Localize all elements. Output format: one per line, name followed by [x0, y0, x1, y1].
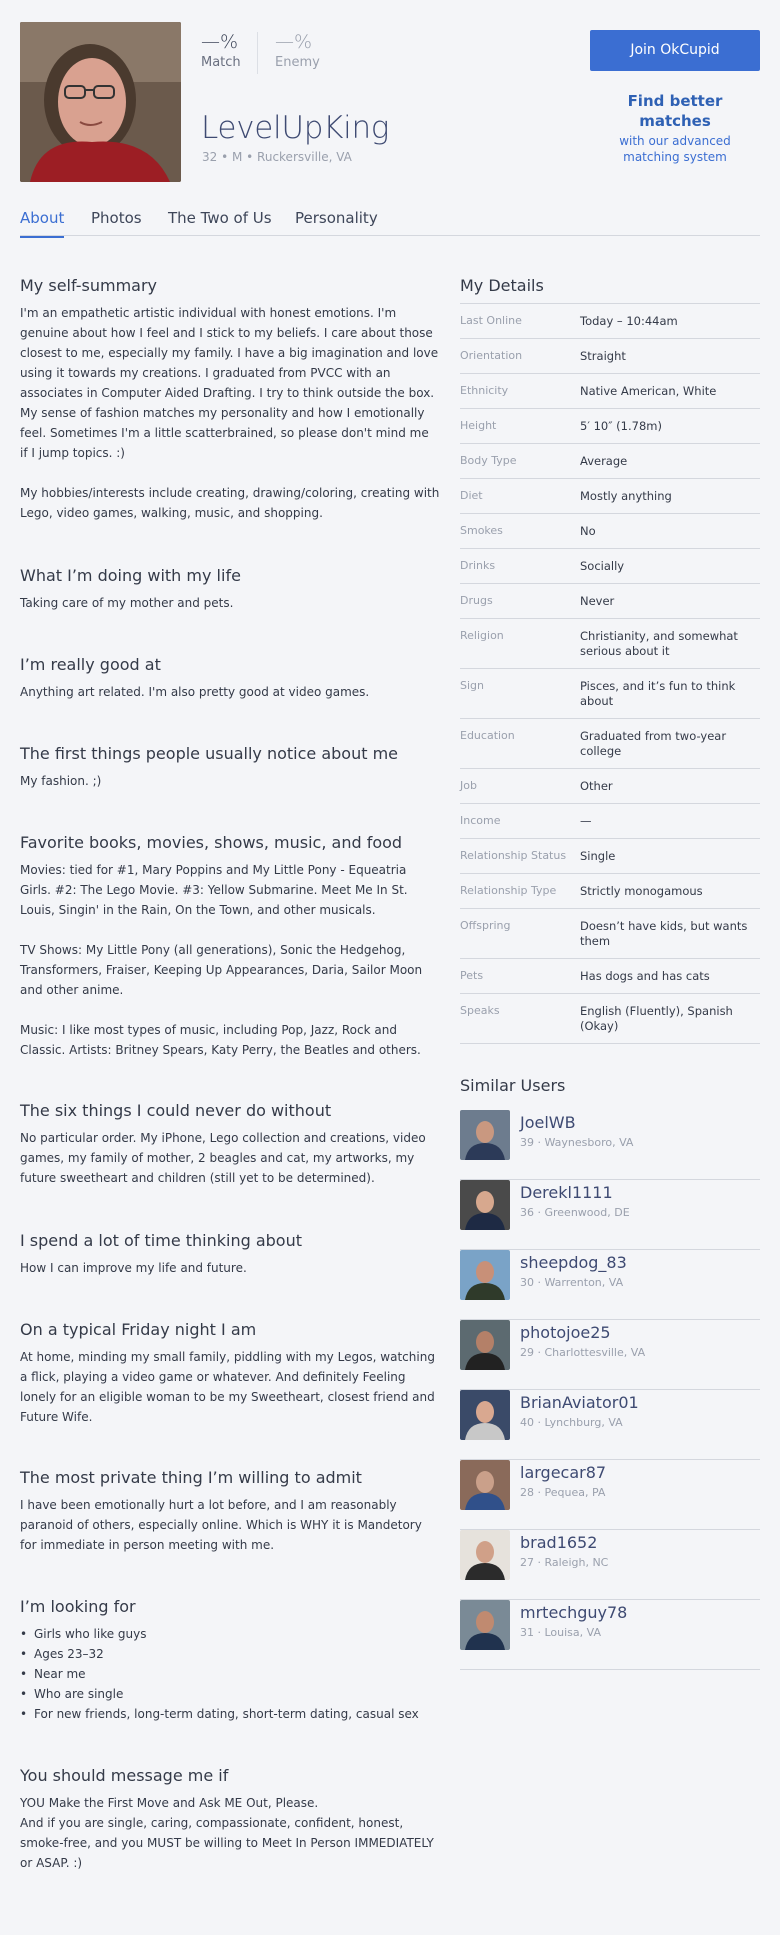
- user-avatar[interactable]: [460, 1460, 510, 1510]
- user-name[interactable]: photojoe25: [520, 1323, 611, 1342]
- similar-users-title: Similar Users: [460, 1076, 566, 1095]
- essay-self-summary: [20, 276, 440, 523]
- similar-user[interactable]: [460, 1180, 760, 1250]
- detail-row: [460, 583, 760, 618]
- detail-value: Today – 10:44am: [580, 314, 678, 328]
- detail-label: Orientation: [460, 349, 523, 362]
- essay-favorites: [20, 833, 440, 1060]
- essay-title: I’m looking for: [20, 1597, 136, 1616]
- essay-first-notice: [20, 744, 440, 791]
- essay-body: Taking care of my mother and pets.: [20, 596, 234, 610]
- enemy-label: Enemy: [275, 55, 320, 70]
- looking-for-list: [20, 1624, 440, 1724]
- essay-body: My fashion. ;): [20, 774, 102, 788]
- list-item: • Who are single: [20, 1684, 440, 1704]
- user-avatar[interactable]: [460, 1110, 510, 1160]
- detail-value: English (Fluently), Spanish (Okay): [580, 1004, 733, 1033]
- list-item: • Near me: [20, 1664, 440, 1684]
- user-avatar[interactable]: [460, 1250, 510, 1300]
- essay-body: No particular order. My iPhone, Lego collection and creations, video games, my family of mother, 2 beagles and cat, my artworks, my future sweetheart and children (still yet to be determined).: [20, 1131, 426, 1185]
- detail-row: [460, 718, 760, 768]
- user-name[interactable]: JoelWB: [520, 1113, 576, 1132]
- detail-value: Pisces, and it’s fun to think about: [580, 679, 736, 708]
- essay-private-thing: [20, 1468, 440, 1555]
- detail-label: Last Online: [460, 314, 522, 327]
- list-item: • Girls who like guys: [20, 1624, 440, 1644]
- detail-label: Relationship Type: [460, 884, 557, 897]
- detail-value: —: [580, 814, 592, 828]
- detail-row: [460, 443, 760, 478]
- user-avatar[interactable]: [460, 1320, 510, 1370]
- user-name[interactable]: BrianAviator01: [520, 1393, 639, 1412]
- detail-row: [460, 908, 760, 958]
- detail-label: Body Type: [460, 454, 517, 467]
- detail-row: [460, 303, 760, 338]
- join-button[interactable]: Join OkCupid: [590, 30, 760, 71]
- match-percent: —%: [201, 31, 239, 53]
- details-title: My Details: [460, 276, 544, 295]
- better-matches-subtitle[interactable]: with our advanced matching system: [619, 134, 731, 164]
- similar-user[interactable]: [460, 1460, 760, 1530]
- user-meta: 31 · Louisa, VA: [520, 1626, 601, 1639]
- tab-two-of-us[interactable]: The Two of Us: [168, 209, 272, 227]
- detail-value: Strictly monogamous: [580, 884, 703, 898]
- detail-label: Income: [460, 814, 501, 827]
- detail-row: [460, 408, 760, 443]
- similar-user[interactable]: [460, 1110, 760, 1180]
- detail-label: Drinks: [460, 559, 496, 572]
- detail-row: [460, 478, 760, 513]
- my-details-panel: [460, 276, 760, 1033]
- detail-row: [460, 958, 760, 993]
- tab-photos[interactable]: Photos: [91, 209, 142, 227]
- details-bottom-divider: [460, 1043, 760, 1044]
- essay-friday-night: [20, 1320, 440, 1427]
- detail-label: Ethnicity: [460, 384, 509, 397]
- user-name[interactable]: sheepdog_83: [520, 1253, 627, 1272]
- essay-message-me-if: [20, 1766, 440, 1873]
- user-meta: 30 · Warrenton, VA: [520, 1276, 624, 1289]
- detail-label: Religion: [460, 629, 504, 642]
- tab-personality[interactable]: Personality: [295, 209, 378, 227]
- profile-tabs: [20, 206, 760, 236]
- essay-title: What I’m doing with my life: [20, 566, 241, 585]
- detail-label: Pets: [460, 969, 484, 982]
- essay-doing-with-life: [20, 566, 440, 613]
- detail-label: Drugs: [460, 594, 493, 607]
- profile-photo[interactable]: [20, 22, 181, 182]
- user-name[interactable]: mrtechguy78: [520, 1603, 628, 1622]
- similar-user[interactable]: [460, 1600, 760, 1670]
- detail-value: No: [580, 524, 596, 538]
- similar-user[interactable]: [460, 1320, 760, 1390]
- user-info: 32 • M • Ruckersville, VA: [202, 150, 352, 164]
- detail-value: 5′ 10″ (1.78m): [580, 419, 662, 433]
- essay-title: You should message me if: [20, 1766, 229, 1785]
- essay-thinking-about: [20, 1231, 440, 1278]
- detail-value: Average: [580, 454, 628, 468]
- detail-value: Native American, White: [580, 384, 717, 398]
- essay-body: I have been emotionally hurt a lot before, and I am reasonably paranoid of others, especially online. Which is WHY it is Mandetory for immediate in person meeting with me.: [20, 1498, 422, 1552]
- enemy-percent: —%: [275, 31, 313, 53]
- detail-label: Speaks: [460, 1004, 500, 1017]
- essay-body: I'm an empathetic artistic individual with honest emotions. I'm genuine about how I feel and I stick to my beliefs. I care about those closest to me, especially my family. I have a big imagination and love using it towards my creations. I graduated from PVCC with an associates in Computer Aided Drafting. I try to think outside the box. My sense of fashion matches my personality and how I emotionally feel. Sometimes I'm a little scatterbrained, so please don't mind me if I jump topics. :) My hobbies/interests include creating, drawing/coloring, creating with Lego, video games, walking, music, and shopping.: [20, 306, 440, 520]
- user-avatar[interactable]: [460, 1180, 510, 1230]
- essay-body: Movies: tied for #1, Mary Poppins and My Little Pony - Equeatria Girls. #2: The Lego Movie. #3: Yellow Submarine. Meet Me In St. Louis, Singin' in the Rain, On the Town, and other musicals. TV Shows: My Little Pony (all generations), Sonic the Hedgehog, Transformers, Fraiser, Keeping Up Appearances, Daria, Sailor Moon and other anime. Music: I like most types of music, including Pop, Jazz, Rock and Classic. Artists: Britney Spears, Katy Perry, the Beatles and others.: [20, 863, 423, 1057]
- essay-title: On a typical Friday night I am: [20, 1320, 257, 1339]
- user-avatar[interactable]: [460, 1390, 510, 1440]
- detail-value: Single: [580, 849, 616, 863]
- user-meta: 28 · Pequea, PA: [520, 1486, 606, 1499]
- username: LevelUpKing: [201, 110, 390, 146]
- detail-label: Education: [460, 729, 515, 742]
- better-matches-link[interactable]: [590, 91, 760, 165]
- similar-user[interactable]: [460, 1390, 760, 1460]
- detail-value: Straight: [580, 349, 626, 363]
- match-stat: [201, 30, 261, 72]
- detail-row: [460, 373, 760, 408]
- list-item: • Ages 23–32: [20, 1644, 440, 1664]
- detail-row: [460, 838, 760, 873]
- list-item: • For new friends, long-term dating, short-term dating, casual sex: [20, 1704, 440, 1724]
- detail-value: Never: [580, 594, 615, 608]
- match-label: Match: [201, 55, 241, 70]
- detail-row: [460, 513, 760, 548]
- user-name[interactable]: largecar87: [520, 1463, 607, 1482]
- user-name[interactable]: Derekl1111: [520, 1183, 613, 1202]
- essay-body: How I can improve my life and future.: [20, 1261, 247, 1275]
- essay-title: The most private thing I’m willing to admit: [20, 1468, 362, 1487]
- user-name[interactable]: brad1652: [520, 1533, 598, 1552]
- similar-users-panel: [460, 1076, 760, 1639]
- essay-body: At home, minding my small family, piddling with my Legos, watching a flick, playing a video game or whatever. And definitely Feeling lonely for an eligible woman to be my Sweetheart, closest friend and Future Wife.: [20, 1350, 435, 1424]
- detail-value: Other: [580, 779, 613, 793]
- detail-label: Sign: [460, 679, 484, 692]
- detail-label: Smokes: [460, 524, 503, 537]
- enemy-stat: [275, 30, 335, 72]
- detail-value: Christianity, and somewhat serious about it: [580, 629, 738, 658]
- user-meta: 39 · Waynesboro, VA: [520, 1136, 634, 1149]
- user-meta: 36 · Greenwood, DE: [520, 1206, 630, 1219]
- detail-label: Height: [460, 419, 497, 432]
- detail-value: Graduated from two-year college: [580, 729, 727, 758]
- better-matches-title[interactable]: Find better matches: [627, 92, 723, 130]
- user-meta: 40 · Lynchburg, VA: [520, 1416, 623, 1429]
- essay-title: My self-summary: [20, 276, 158, 295]
- detail-row: [460, 338, 760, 373]
- detail-label: Job: [460, 779, 477, 792]
- essay-looking-for: [20, 1597, 440, 1724]
- detail-label: Diet: [460, 489, 483, 502]
- detail-label: Relationship Status: [460, 849, 567, 862]
- user-avatar[interactable]: [460, 1530, 510, 1580]
- essay-body: Anything art related. I'm also pretty good at video games.: [20, 685, 370, 699]
- detail-row: [460, 873, 760, 908]
- user-meta: 29 · Charlottesville, VA: [520, 1346, 646, 1359]
- essay-title: Favorite books, movies, shows, music, and food: [20, 833, 403, 852]
- detail-value: Mostly anything: [580, 489, 672, 503]
- essay-title: I spend a lot of time thinking about: [20, 1231, 303, 1250]
- stat-divider: [257, 32, 258, 74]
- essay-title: The six things I could never do without: [20, 1101, 332, 1120]
- detail-row: [460, 993, 760, 1043]
- detail-row: [460, 618, 760, 668]
- essay-title: The first things people usually notice about me: [20, 744, 399, 763]
- essay-title: I’m really good at: [20, 655, 161, 674]
- detail-value: Socially: [580, 559, 625, 573]
- similar-user[interactable]: [460, 1530, 760, 1600]
- detail-row: [460, 768, 760, 803]
- detail-value: Doesn’t have kids, but wants them: [580, 919, 748, 948]
- detail-row: [460, 668, 760, 718]
- essay-good-at: [20, 655, 440, 702]
- tab-about[interactable]: About: [20, 209, 64, 238]
- detail-value: Has dogs and has cats: [580, 969, 710, 983]
- essay-body: YOU Make the First Move and Ask ME Out, Please. And if you are single, caring, compassionate, confident, honest, smoke-free, and you MUST be willing to Meet In Person IMMEDIATELY or ASAP. :): [20, 1796, 434, 1870]
- detail-row: [460, 803, 760, 838]
- essay-six-things: [20, 1101, 440, 1188]
- user-avatar[interactable]: [460, 1600, 510, 1650]
- detail-row: [460, 548, 760, 583]
- user-meta: 27 · Raleigh, NC: [520, 1556, 609, 1569]
- detail-label: Offspring: [460, 919, 511, 932]
- similar-user[interactable]: [460, 1250, 760, 1320]
